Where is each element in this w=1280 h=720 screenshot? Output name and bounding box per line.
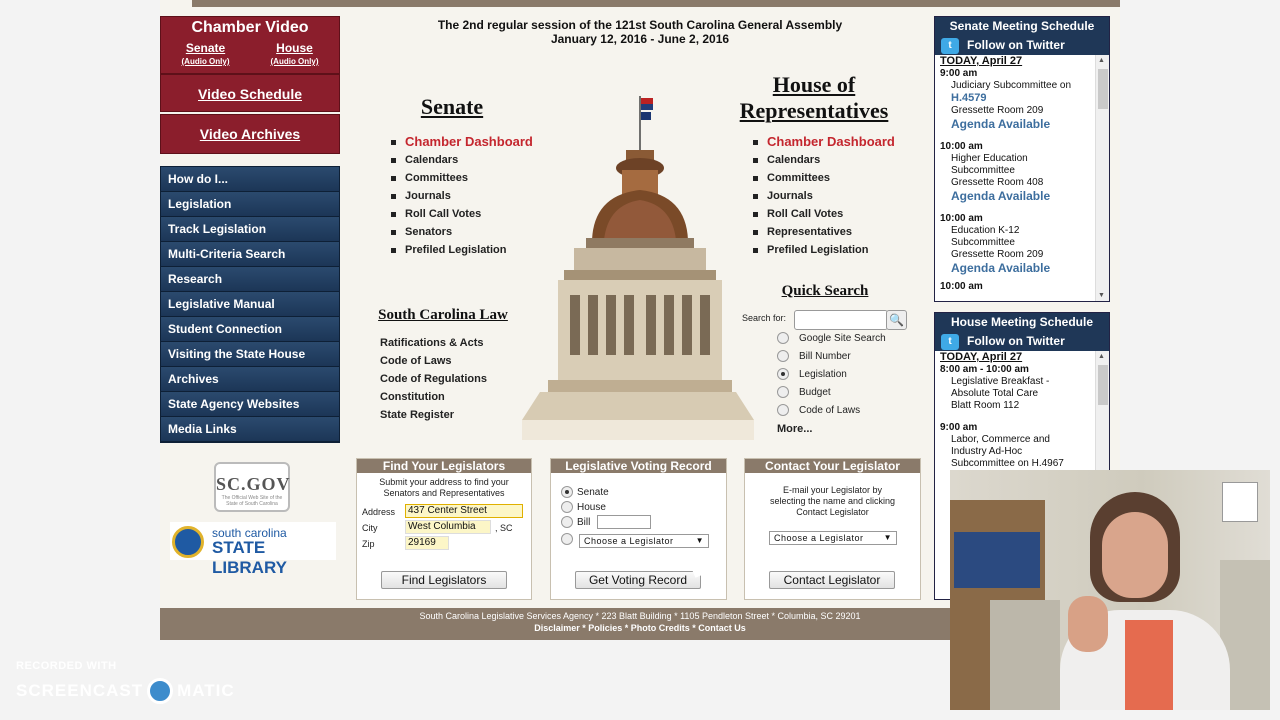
webcam-binders bbox=[954, 532, 1040, 588]
law-state-register-link[interactable]: State Register bbox=[380, 409, 454, 421]
event-time: 9:00 am bbox=[940, 422, 978, 433]
event-desc: Subcommittee bbox=[951, 237, 1015, 248]
state-library-logo[interactable] bbox=[170, 522, 336, 577]
house-video-label[interactable]: House bbox=[276, 41, 313, 55]
event-agenda-link[interactable]: Agenda Available bbox=[951, 261, 1051, 275]
house-committees-link[interactable]: Committees bbox=[753, 169, 895, 187]
senate-schedule-list bbox=[935, 55, 1109, 301]
event-desc: Judiciary Subcommittee on bbox=[951, 80, 1072, 91]
watermark-matic: MATIC bbox=[177, 681, 235, 700]
house-prefiled-legislation-link[interactable]: Prefiled Legislation bbox=[753, 241, 895, 259]
quick-search-input[interactable] bbox=[794, 310, 888, 330]
house-today-label: TODAY, April 27 bbox=[940, 351, 1023, 363]
webcam-person-hand bbox=[1068, 596, 1108, 652]
watermark-line-1: RECORDED WITH bbox=[16, 660, 117, 672]
senate-schedule-title[interactable]: Senate Meeting Schedule bbox=[935, 17, 1109, 36]
more-link[interactable]: More... bbox=[777, 423, 813, 435]
address-label: Address bbox=[362, 507, 396, 517]
voting-record-box bbox=[550, 458, 727, 600]
radio-label: House bbox=[577, 502, 606, 513]
event-desc: Absolute Total Care bbox=[951, 388, 1039, 399]
nav-student-connection[interactable]: Student Connection bbox=[161, 317, 339, 342]
left-nav bbox=[160, 166, 340, 443]
scroll-up-icon[interactable]: ▲ bbox=[1098, 57, 1105, 64]
radio-budget[interactable] bbox=[777, 386, 831, 400]
senate-twitter-link[interactable] bbox=[935, 36, 1109, 55]
sc-law-heading[interactable]: South Carolina Law bbox=[378, 307, 508, 323]
senate-roll-call-votes-link[interactable]: Roll Call Votes bbox=[391, 205, 533, 223]
capitol-dome-image bbox=[522, 90, 754, 440]
schedule-event bbox=[935, 364, 1109, 412]
nav-media-links[interactable]: Media Links bbox=[161, 417, 339, 442]
contact-legislator-title: Contact Your Legislator bbox=[745, 459, 920, 473]
twitter-icon: t bbox=[941, 334, 959, 350]
search-for-label: Search for: bbox=[742, 313, 787, 323]
law-code-of-regulations-link[interactable]: Code of Regulations bbox=[380, 373, 487, 385]
scgov-logo[interactable] bbox=[214, 462, 290, 512]
contact-desc-1: E-mail your Legislator by bbox=[782, 485, 883, 495]
house-heading-line-2[interactable]: Representatives bbox=[739, 98, 889, 123]
event-time: 9:00 am bbox=[940, 68, 978, 79]
nav-multi-criteria-search[interactable]: Multi-Criteria Search bbox=[161, 242, 339, 267]
house-heading-line-1[interactable]: House of bbox=[772, 72, 856, 97]
chamber-video-box bbox=[160, 16, 340, 74]
house-roll-call-votes-link[interactable]: Roll Call Votes bbox=[753, 205, 895, 223]
watermark-line-2 bbox=[16, 678, 235, 704]
webcam-person-shirt bbox=[1125, 620, 1173, 710]
radio-label: Senate bbox=[577, 487, 609, 498]
nav-legislation[interactable]: Legislation bbox=[161, 192, 339, 217]
senate-schedule-scrollbar[interactable] bbox=[1095, 55, 1109, 301]
nav-how-do-i[interactable]: How do I... bbox=[161, 167, 339, 192]
event-desc: Subcommittee bbox=[951, 165, 1015, 176]
get-voting-record-button[interactable]: Get Voting Record bbox=[575, 571, 701, 589]
state-library-bottom-text: STATE LIBRARY bbox=[212, 538, 287, 577]
find-legislators-box bbox=[356, 458, 532, 600]
scgov-logo-subtext: The Official Web Site of the State of South Carolina bbox=[221, 495, 283, 507]
law-ratifications-link[interactable]: Ratifications & Acts bbox=[380, 337, 484, 349]
radio-selected-icon[interactable] bbox=[561, 486, 573, 498]
twitter-icon: t bbox=[941, 38, 959, 54]
event-desc: Education K-12 bbox=[951, 225, 1020, 236]
zip-label: Zip bbox=[362, 539, 375, 549]
event-time: 10:00 am bbox=[940, 281, 983, 292]
house-twitter-label: Follow on Twitter bbox=[967, 334, 1065, 348]
radio-icon[interactable] bbox=[777, 350, 789, 362]
house-twitter-link[interactable] bbox=[935, 332, 1109, 351]
schedule-event bbox=[935, 281, 1109, 293]
city-field[interactable]: West Columbia bbox=[405, 520, 491, 534]
session-line-2: January 12, 2016 - June 2, 2016 bbox=[550, 32, 730, 46]
senate-senators-link[interactable]: Senators bbox=[391, 223, 533, 241]
find-legislators-button[interactable]: Find Legislators bbox=[381, 571, 507, 589]
radio-label: Budget bbox=[799, 387, 831, 398]
scgov-logo-text: SC.GOV bbox=[216, 474, 291, 494]
event-room: Subcommittee on H.4967 bbox=[951, 458, 1064, 469]
event-room: Gressette Room 209 bbox=[951, 105, 1044, 116]
contact-desc-3: Contact Legislator bbox=[796, 507, 869, 517]
webcam-overlay bbox=[950, 470, 1270, 710]
event-bill-link[interactable]: H.4579 bbox=[951, 92, 987, 104]
bill-number-input[interactable] bbox=[597, 515, 651, 529]
voting-radio-bill[interactable] bbox=[561, 516, 590, 530]
radio-icon[interactable] bbox=[777, 404, 789, 416]
scroll-thumb[interactable] bbox=[1098, 69, 1108, 109]
sc-law-links bbox=[380, 334, 487, 424]
event-desc: Legislative Breakfast - bbox=[951, 376, 1050, 387]
scroll-down-icon[interactable]: ▼ bbox=[1098, 292, 1105, 299]
law-code-of-laws-link[interactable]: Code of Laws bbox=[380, 355, 452, 367]
scroll-up-icon[interactable]: ▲ bbox=[1098, 353, 1105, 360]
webcam-wall-calendar bbox=[1222, 482, 1258, 522]
house-calendars-link[interactable]: Calendars bbox=[753, 151, 895, 169]
event-room: Blatt Room 112 bbox=[951, 400, 1020, 411]
law-constitution-link[interactable]: Constitution bbox=[380, 391, 445, 403]
session-info bbox=[380, 18, 900, 46]
radio-label: Code of Laws bbox=[799, 405, 861, 416]
state-library-emblem-icon bbox=[172, 526, 204, 558]
session-line-1: The 2nd regular session of the 121st South Carolina General Assembly bbox=[437, 18, 843, 32]
event-room: Gressette Room 408 bbox=[951, 177, 1044, 188]
voting-record-title: Legislative Voting Record bbox=[551, 459, 726, 473]
top-bar bbox=[192, 0, 1120, 7]
senate-links bbox=[391, 133, 533, 259]
event-desc: Higher Education bbox=[951, 153, 1028, 164]
house-chamber-dashboard-link[interactable]: Chamber Dashboard bbox=[753, 133, 895, 151]
nav-legislative-manual[interactable]: Legislative Manual bbox=[161, 292, 339, 317]
screencast-watermark bbox=[16, 660, 235, 704]
search-icon: 🔍 bbox=[889, 313, 904, 327]
state-library-top-text: south carolina bbox=[212, 526, 287, 540]
contact-legislator-button[interactable]: Contact Legislator bbox=[769, 571, 895, 589]
radio-code-of-laws[interactable] bbox=[777, 404, 860, 418]
radio-label: Bill bbox=[577, 517, 591, 528]
radio-icon[interactable] bbox=[561, 501, 573, 513]
voting-radio-senate[interactable] bbox=[561, 486, 609, 500]
event-time: 10:00 am bbox=[940, 213, 983, 224]
senate-journals-link[interactable]: Journals bbox=[391, 187, 533, 205]
screencast-logo-icon bbox=[147, 678, 173, 704]
radio-icon[interactable] bbox=[777, 332, 789, 344]
senate-prefiled-legislation-link[interactable]: Prefiled Legislation bbox=[391, 241, 533, 259]
address-field[interactable]: 437 Center Street bbox=[405, 504, 523, 518]
video-archives-button[interactable]: Video Archives bbox=[160, 114, 340, 154]
video-schedule-button[interactable]: Video Schedule bbox=[160, 74, 340, 112]
senate-schedule-panel bbox=[934, 16, 1110, 302]
house-journals-link[interactable]: Journals bbox=[753, 187, 895, 205]
state-label: , SC bbox=[495, 523, 513, 533]
house-video-link[interactable] bbox=[271, 39, 319, 66]
radio-bill-number[interactable] bbox=[777, 350, 851, 364]
house-links bbox=[753, 133, 895, 259]
quick-search-heading: Quick Search bbox=[781, 283, 869, 299]
radio-label: Google Site Search bbox=[799, 333, 886, 344]
footer-address: South Carolina Legislative Services Agency * 223 Blatt Building * 1105 Pendleton Street * Columbia, SC 29201 bbox=[419, 611, 861, 621]
house-representatives-link[interactable]: Representatives bbox=[753, 223, 895, 241]
schedule-event bbox=[935, 68, 1109, 131]
event-desc: Industry Ad-Hoc bbox=[951, 446, 1023, 457]
radio-icon[interactable] bbox=[777, 386, 789, 398]
find-legislators-desc-2: Senators and Representatives bbox=[383, 488, 505, 498]
footer-links[interactable]: Disclaimer * Policies * Photo Credits * Contact Us bbox=[534, 623, 746, 633]
zip-field[interactable]: 29169 bbox=[405, 536, 449, 550]
contact-desc-2: selecting the name and clicking bbox=[769, 496, 896, 506]
event-agenda-link[interactable]: Agenda Available bbox=[951, 117, 1051, 131]
contact-legislator-box bbox=[744, 458, 921, 600]
event-agenda-link[interactable]: Agenda Available bbox=[951, 189, 1051, 203]
schedule-event bbox=[935, 422, 1109, 470]
nav-state-agency-websites[interactable]: State Agency Websites bbox=[161, 392, 339, 417]
voting-radio-legislator[interactable] bbox=[561, 533, 573, 545]
voting-radio-house[interactable] bbox=[561, 501, 606, 515]
radio-label: Legislation bbox=[799, 369, 847, 380]
senate-calendars-link[interactable]: Calendars bbox=[391, 151, 533, 169]
event-room: Gressette Room 209 bbox=[951, 249, 1044, 260]
radio-google-site-search[interactable] bbox=[777, 332, 886, 346]
watermark-screencast: SCREENCAST bbox=[16, 681, 144, 700]
event-time: 8:00 am - 10:00 am bbox=[940, 364, 1029, 375]
radio-label: Bill Number bbox=[799, 351, 851, 362]
find-legislators-title: Find Your Legislators bbox=[357, 459, 531, 473]
senate-heading[interactable]: Senate bbox=[420, 94, 484, 119]
schedule-event bbox=[935, 213, 1109, 275]
event-desc: Labor, Commerce and bbox=[951, 434, 1050, 445]
scroll-thumb[interactable] bbox=[1098, 365, 1108, 405]
senate-chamber-dashboard-link[interactable]: Chamber Dashboard bbox=[391, 133, 533, 151]
nav-research[interactable]: Research bbox=[161, 267, 339, 292]
senate-audio-only-link[interactable]: (Audio Only) bbox=[181, 57, 230, 66]
nav-archives[interactable]: Archives bbox=[161, 367, 339, 392]
nav-visiting-state-house[interactable]: Visiting the State House bbox=[161, 342, 339, 367]
radio-icon[interactable] bbox=[561, 516, 573, 528]
senate-today-label: TODAY, April 27 bbox=[940, 55, 1023, 67]
webcam-person-face bbox=[1102, 512, 1168, 598]
house-audio-only-link[interactable]: (Audio Only) bbox=[270, 57, 319, 66]
city-label: City bbox=[362, 523, 378, 533]
radio-selected-icon[interactable] bbox=[777, 368, 789, 380]
find-legislators-desc-1: Submit your address to find your bbox=[379, 477, 509, 487]
schedule-event bbox=[935, 141, 1109, 203]
radio-legislation[interactable] bbox=[777, 368, 847, 382]
contact-legislator-select[interactable]: Choose a Legislator ▼ bbox=[769, 531, 897, 545]
senate-twitter-label: Follow on Twitter bbox=[967, 38, 1065, 52]
voting-legislator-select[interactable]: Choose a Legislator ▼ bbox=[579, 534, 709, 548]
search-button[interactable] bbox=[886, 310, 907, 330]
nav-track-legislation[interactable]: Track Legislation bbox=[161, 217, 339, 242]
senate-video-label[interactable]: Senate bbox=[185, 41, 226, 55]
event-time: 10:00 am bbox=[940, 141, 983, 152]
senate-committees-link[interactable]: Committees bbox=[391, 169, 533, 187]
chamber-video-title: Chamber Video bbox=[191, 19, 309, 36]
senate-video-link[interactable] bbox=[182, 39, 230, 66]
webcam-cabinet bbox=[990, 600, 1060, 710]
house-schedule-title[interactable]: House Meeting Schedule bbox=[935, 313, 1109, 332]
